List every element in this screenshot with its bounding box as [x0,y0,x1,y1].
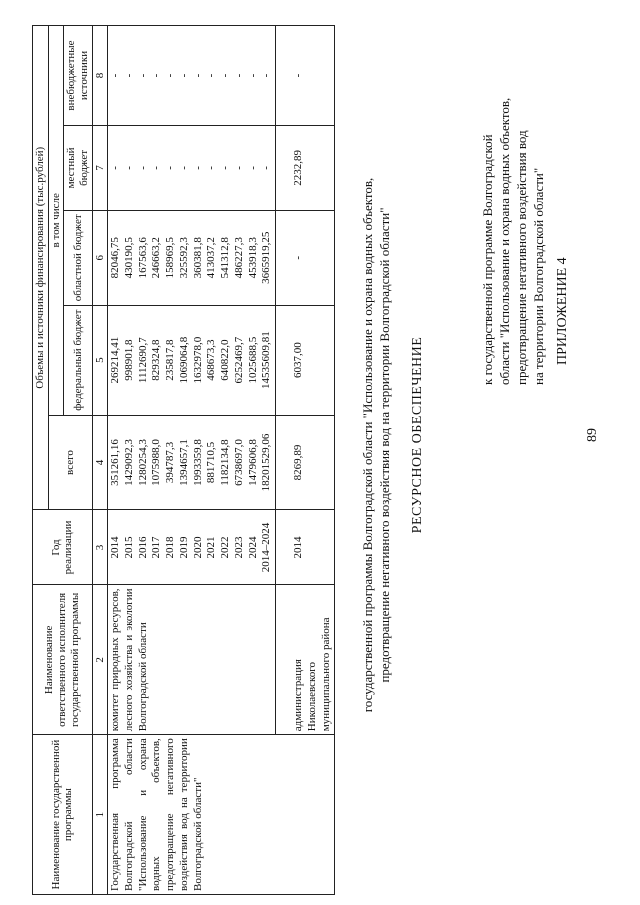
cell-line: - [246,166,259,170]
appendix-ref-line: области "Использование и охрана водных объектов, [497,97,512,385]
cell-line: 6738697,0 [232,439,245,486]
extra-cell: - [288,26,335,126]
cell-line: - [136,73,149,78]
years-cell [108,510,276,585]
cell-line: - [177,73,190,78]
appendix-ref-line: на территории Волгоградской области" [531,167,546,385]
cell-line: 351261,16 [109,439,122,486]
cell-line: - [109,73,122,78]
cell-line: 1280254,3 [136,439,149,486]
cell-line: 360381,8 [191,237,204,279]
col-number: 4 [92,415,108,510]
cell-line: 2014 [109,536,122,559]
local-cell: 2232,89 [288,125,335,210]
col-number: 6 [92,210,108,305]
cell-line: - [246,73,259,78]
cell-line: 325592,3 [177,237,190,279]
col-number: 7 [92,125,108,210]
cell-line: 541312,8 [219,237,232,279]
regional-cell [108,210,276,305]
cell-line: 468673,3 [205,339,218,381]
header-including: в том числе [48,26,64,416]
local-cell [108,125,276,210]
cell-line: 167563,6 [136,237,149,279]
cell-line: 2018 [164,536,177,559]
cell-line: 1632978,0 [191,336,204,384]
total-cell [108,415,276,510]
cell-line: 881710,5 [205,441,218,484]
cell-line: 269214,41 [109,336,122,384]
cell-line: 2019 [177,536,190,559]
cell-line: 14535609,81 [260,331,273,390]
cell-line: 413037,2 [205,237,218,279]
executor-cell: комитет природных ресурсов, лесного хозяйства и экологии Волгоградской области [108,585,276,735]
header-regional: областной бюджет [64,210,92,305]
cell-line: 18201529,06 [260,433,273,492]
header-federal: федеральный бюджет [64,305,92,415]
executor-cell: администрация Николаевского муниципального района [288,585,335,735]
cell-line: 2022 [219,536,232,559]
cell-line: - [260,166,273,170]
page-number: 89 [585,428,600,442]
cell-line: 394787,3 [164,441,177,484]
col-number: 8 [92,26,108,126]
cell-line: - [122,73,135,78]
cell-line: - [150,73,163,78]
cell-line: 2015 [122,536,135,559]
resource-table [32,25,335,895]
document-heading: РЕСУРСНОЕ ОБЕСПЕЧЕНИЕ [410,336,425,534]
col-number: 3 [92,510,108,585]
cell-line: 1394657,1 [177,439,190,486]
col-number: 5 [92,305,108,415]
cell-line: 1429092,3 [122,439,135,486]
cell-line: 3665919,25 [260,231,273,284]
cell-line: 453918,3 [246,237,259,279]
cell-line: 2020 [191,536,204,559]
cell-line: - [232,166,245,170]
header-local: местный бюджет [64,125,92,210]
cell-line: 158969,5 [164,237,177,279]
header-executor: Наименование ответственного исполнителя государственной программы [33,585,93,735]
appendix-ref-line: предотвращение негативного воздействия вод [514,130,529,385]
cell-line: 486227,3 [232,237,245,279]
cell-line: 2017 [150,536,163,559]
cell-line: 1075988,0 [150,439,163,486]
cell-line: - [205,73,218,78]
cell-line: 1069064,8 [177,336,190,384]
federal-cell [108,305,276,415]
cell-line: 1479606,8 [246,439,259,486]
col-number: 2 [92,585,108,735]
cell-line: - [260,73,273,78]
cell-line: - [136,166,149,170]
cell-line: 82046,75 [109,237,122,279]
regional-cell: - [288,210,335,305]
cell-line: 6252469,7 [232,336,245,384]
cell-line: - [177,166,190,170]
cell-line: - [164,73,177,78]
total-cell: 8269,89 [288,415,335,510]
cell-line: - [232,73,245,78]
cell-line: 2024 [246,536,259,559]
cell-line: 235817,8 [164,339,177,381]
header-program-name: Наименование государственной программы [33,735,93,895]
program-name-cell: Государственная программа Волгоградской области "Использование и охрана водных объектов, предотвращение негативного воздействия вод на территории Волгоградской области" [108,735,335,895]
cell-line: 1025688,5 [246,336,259,384]
cell-line: 2021 [205,536,218,559]
header-funding: Объемы и источники финансирования (тыс.рублей) [33,26,49,510]
cell-line: 829324,8 [150,339,163,381]
cell-line: 2014–2024 [260,522,273,573]
document-subheading-line: государственной программы Волгоградской области "Использование и охрана водных объектов, [360,177,375,713]
cell-line: 246663,2 [150,237,163,279]
table-row [108,26,276,895]
cell-line: - [191,73,204,78]
cell-line: - [205,166,218,170]
cell-line: - [150,166,163,170]
cell-line: 640822,0 [219,339,232,381]
document-subheading-line: предотвращение негативного воздействия вод на территории Волгоградской области" [377,207,392,683]
header-extra: внебюджетные источники [64,26,92,126]
cell-line: 1182134,8 [219,439,232,486]
cell-line: 2023 [232,536,245,559]
appendix-title: ПРИЛОЖЕНИЕ 4 [555,257,570,365]
cell-line: - [191,166,204,170]
cell-line: - [219,73,232,78]
cell-line: - [122,166,135,170]
header-total: всего [48,415,92,510]
col-number: 1 [92,735,108,895]
cell-line: 998901,8 [122,339,135,381]
cell-line: 1112690,7 [136,337,149,384]
cell-line: 1993359,8 [191,439,204,486]
cell-line: 2016 [136,536,149,559]
year-cell: 2014 [288,510,335,585]
cell-line: - [219,166,232,170]
cell-line: - [164,166,177,170]
header-year: Год реализации [33,510,93,585]
cell-line: - [109,166,122,170]
extra-cell [108,26,276,126]
cell-line: 430190,5 [122,237,135,279]
appendix-ref-line: к государственной программе Волгоградской [480,134,495,385]
federal-cell: 6037,00 [288,305,335,415]
